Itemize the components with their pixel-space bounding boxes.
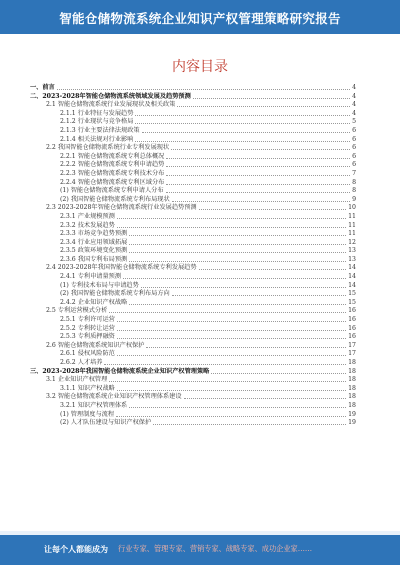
toc-dot-leader bbox=[184, 398, 346, 399]
toc-dot-leader bbox=[199, 269, 346, 270]
toc-entry-page-number: 6 bbox=[352, 126, 356, 134]
toc-entry-label: 2.1.2 行业现状与竞争格局 bbox=[60, 118, 134, 126]
toc-entry-page-number: 8 bbox=[352, 178, 356, 186]
toc-dot-leader bbox=[117, 321, 346, 322]
toc-heading: 内容目录 bbox=[172, 59, 228, 75]
toc-entry[interactable] bbox=[30, 161, 356, 170]
toc-dot-leader bbox=[135, 115, 350, 116]
toc-entry-page-number: 16 bbox=[348, 333, 356, 341]
toc-entry[interactable] bbox=[30, 144, 356, 153]
toc-entry-label: 2.3.6 我国专利布局预测 bbox=[60, 255, 128, 263]
toc-dot-leader bbox=[153, 424, 346, 425]
toc-entry-page-number: 19 bbox=[348, 410, 356, 418]
toc-entry-page-number: 6 bbox=[352, 161, 356, 169]
report-header-bar bbox=[0, 0, 400, 34]
toc-entry-page-number: 14 bbox=[348, 281, 356, 289]
toc-entry-page-number: 4 bbox=[352, 92, 356, 100]
toc-entry[interactable] bbox=[30, 402, 356, 411]
toc-entry[interactable] bbox=[30, 136, 356, 145]
toc-entry[interactable] bbox=[30, 127, 356, 136]
toc-entry[interactable] bbox=[30, 247, 356, 256]
toc-dot-leader bbox=[117, 330, 346, 331]
toc-entry-label: 二、2023-2028年智能仓储物流系统领域发展及趋势预测 bbox=[30, 92, 191, 100]
toc-entry[interactable] bbox=[30, 411, 356, 420]
toc-entry[interactable] bbox=[30, 239, 356, 248]
toc-dot-leader bbox=[166, 158, 350, 159]
toc-entry-page-number: 14 bbox=[348, 264, 356, 272]
toc-entry-page-number: 18 bbox=[348, 359, 356, 366]
toc-entry[interactable] bbox=[30, 273, 356, 282]
toc-dot-leader bbox=[142, 132, 350, 133]
toc-entry-label: 2.2.4 智能仓储物流系统专利区域分布 bbox=[60, 178, 165, 186]
toc-dot-leader bbox=[117, 355, 346, 356]
toc-dot-leader bbox=[117, 227, 346, 228]
toc-dot-leader bbox=[211, 373, 346, 374]
toc-entry-page-number: 10 bbox=[348, 204, 356, 212]
toc-entry-label: 2.2.3 智能仓储物流系统专利技术分布 bbox=[60, 169, 165, 177]
toc-dot-leader bbox=[166, 175, 350, 176]
toc-dot-leader bbox=[129, 252, 346, 253]
toc-dot-leader bbox=[129, 244, 346, 245]
toc-entry[interactable] bbox=[30, 179, 356, 188]
toc-dot-leader bbox=[172, 295, 346, 296]
toc-dot-leader bbox=[104, 364, 346, 365]
toc-entry-page-number: 18 bbox=[348, 384, 356, 392]
toc-entry[interactable] bbox=[30, 101, 356, 110]
toc-entry-page-number: 11 bbox=[348, 221, 356, 229]
toc-entry-label: 2.5 专利运营模式分析 bbox=[46, 307, 108, 315]
toc-entry-page-number: 6 bbox=[352, 152, 356, 160]
toc-entry-page-number: 18 bbox=[348, 393, 356, 401]
toc-entry-label: (1) 专利技术布局与申请趋势 bbox=[60, 281, 139, 289]
toc-dot-leader bbox=[166, 166, 350, 167]
toc-dot-leader bbox=[135, 123, 350, 124]
footer-bar bbox=[0, 535, 400, 565]
toc-entry-label: 2.1 智能仓储物流系统行业发展现状及相关政策 bbox=[46, 101, 176, 109]
toc-entry[interactable] bbox=[30, 213, 356, 222]
footer-slogan-right: 行业专家、管理专家、营销专家、战略专家、成功企业家…… bbox=[118, 544, 313, 553]
toc-entry-label: 2.3.1 产业规模预测 bbox=[60, 212, 115, 220]
toc-entry-label: (1) 智能仓储物流系统专利申请人分布 bbox=[60, 187, 164, 195]
toc-dot-leader bbox=[129, 407, 346, 408]
toc-entry-page-number: 13 bbox=[348, 255, 356, 263]
toc-entry-label: 3.1 企业知识产权管理 bbox=[46, 376, 108, 384]
toc-entry-label: (2) 人才队伍建设与知识产权保护 bbox=[60, 419, 152, 427]
toc-entry-page-number: 11 bbox=[348, 230, 356, 238]
toc-entry[interactable] bbox=[30, 333, 356, 342]
toc-entry-label: (2) 我国智能仓储物流系统专利布局现状 bbox=[60, 195, 170, 203]
toc-entry[interactable] bbox=[30, 393, 356, 402]
toc-entry[interactable] bbox=[30, 187, 356, 196]
toc-dot-leader bbox=[135, 141, 350, 142]
toc-entry-label: 2.1.1 行业特征与发展趋势 bbox=[60, 109, 134, 117]
toc-entry-label: 2.4 2023-2028年我国智能仓储物流系统专利发展趋势 bbox=[46, 264, 197, 272]
toc-entry[interactable] bbox=[30, 316, 356, 325]
toc-entry[interactable] bbox=[30, 230, 356, 239]
toc-entry-label: 2.3 2023-2028年智能仓储物流系统行业发展趋势预测 bbox=[46, 204, 197, 212]
toc-entry-label: 3.1.1 知识产权战略 bbox=[60, 384, 115, 392]
toc-entry[interactable] bbox=[30, 170, 356, 179]
toc-entry-page-number: 18 bbox=[348, 376, 356, 384]
toc-dot-leader bbox=[117, 218, 346, 219]
toc-entry[interactable] bbox=[30, 325, 356, 334]
toc-dot-leader bbox=[117, 390, 346, 391]
toc-entry-page-number: 4 bbox=[352, 101, 356, 109]
toc-entry[interactable] bbox=[30, 222, 356, 231]
toc-entry-label: 3.2.1 知识产权管理体系 bbox=[60, 401, 128, 409]
toc-entry-page-number: 16 bbox=[348, 307, 356, 315]
toc-entry[interactable] bbox=[30, 264, 356, 273]
toc-entry-page-number: 11 bbox=[348, 212, 356, 220]
toc-entry[interactable] bbox=[30, 359, 356, 368]
toc-entry-label: 2.4.1 专利申请量预测 bbox=[60, 273, 122, 281]
toc-entry-page-number: 4 bbox=[352, 84, 356, 91]
toc-entry-label: 2.4.2 企业知识产权战略 bbox=[60, 298, 128, 306]
toc-entry-page-number: 9 bbox=[352, 195, 356, 203]
toc-entry-page-number: 19 bbox=[348, 419, 356, 427]
toc-dot-leader bbox=[109, 312, 346, 313]
toc-entry[interactable] bbox=[30, 93, 356, 102]
toc-entry[interactable] bbox=[30, 290, 356, 299]
toc-dot-leader bbox=[172, 201, 350, 202]
toc-entry-label: 2.3.5 政策环境变化预测 bbox=[60, 247, 128, 255]
toc-dot-leader bbox=[129, 261, 346, 262]
toc-entry-label: 2.2 我国智能仓储物流系统行业专利发展现状 bbox=[46, 144, 170, 152]
footer-slogan-left: 让每个人都能成为 bbox=[44, 545, 108, 554]
toc-entry-page-number: 13 bbox=[348, 247, 356, 255]
toc-dot-leader bbox=[177, 106, 350, 107]
toc-entry[interactable] bbox=[30, 376, 356, 385]
toc-entry-label: 2.3.3 市场竞争趋势预测 bbox=[60, 230, 128, 238]
toc-entry[interactable] bbox=[30, 307, 356, 316]
toc-entry-page-number: 4 bbox=[352, 109, 356, 117]
toc-entry[interactable] bbox=[30, 84, 356, 93]
toc-dot-leader bbox=[57, 89, 350, 90]
toc-dot-leader bbox=[171, 149, 350, 150]
toc-dot-leader bbox=[116, 416, 346, 417]
toc-entry-page-number: 5 bbox=[352, 118, 356, 126]
toc-entry-page-number: 6 bbox=[352, 135, 356, 143]
toc-entry[interactable] bbox=[30, 204, 356, 213]
toc-entry-label: 2.1.4 相关法规对行业影响 bbox=[60, 135, 134, 143]
report-title: 智能仓储物流系统企业知识产权管理策略研究报告 bbox=[59, 11, 341, 26]
toc-entry-page-number: 16 bbox=[348, 324, 356, 332]
toc-entry-label: 2.6 智能仓储物流系统知识产权保护 bbox=[46, 341, 145, 349]
toc-entry-page-number: 12 bbox=[348, 238, 356, 246]
toc-entry-label: 2.5.3 专利质押融资 bbox=[60, 333, 115, 341]
toc-dot-leader bbox=[141, 287, 346, 288]
toc-entry-label: 2.2.2 智能仓储物流系统专利申请趋势 bbox=[60, 161, 165, 169]
toc-entry-page-number: 16 bbox=[348, 316, 356, 324]
toc-dot-leader bbox=[129, 235, 346, 236]
toc-entry-page-number: 18 bbox=[348, 401, 356, 409]
toc-dot-leader bbox=[193, 98, 350, 99]
toc-dot-leader bbox=[123, 278, 346, 279]
toc-dot-leader bbox=[166, 192, 350, 193]
toc-dot-leader bbox=[129, 304, 346, 305]
toc-dot-leader bbox=[109, 381, 346, 382]
toc-entry-label: 2.6.1 侵权风险防范 bbox=[60, 350, 115, 358]
toc-entry[interactable] bbox=[30, 419, 356, 428]
toc-entry[interactable] bbox=[30, 118, 356, 127]
table-of-contents bbox=[30, 84, 356, 428]
toc-entry-label: 2.6.2 人才培养 bbox=[60, 359, 103, 366]
toc-entry-page-number: 15 bbox=[348, 290, 356, 298]
toc-entry-label: 一、前言 bbox=[30, 84, 55, 91]
toc-entry-label: 3.2 智能仓储物流系统企业知识产权管理体系建设 bbox=[46, 393, 182, 401]
toc-entry-label: 2.2.1 智能仓储物流系统专利总体概况 bbox=[60, 152, 165, 160]
toc-entry-page-number: 18 bbox=[348, 367, 356, 375]
toc-entry-page-number: 15 bbox=[348, 298, 356, 306]
toc-entry-page-number: 7 bbox=[352, 169, 356, 177]
toc-entry-label: 2.5.2 专利转让运营 bbox=[60, 324, 115, 332]
toc-entry[interactable] bbox=[30, 350, 356, 359]
toc-entry[interactable] bbox=[30, 282, 356, 291]
toc-entry-label: 三、2023-2028年我国智能仓储物流系统企业知识产权管理策略 bbox=[30, 367, 210, 375]
toc-dot-leader bbox=[166, 184, 350, 185]
toc-entry-page-number: 6 bbox=[352, 144, 356, 152]
toc-entry-label: 2.1.3 行业主要法律法规政策 bbox=[60, 126, 140, 134]
toc-dot-leader bbox=[199, 209, 346, 210]
toc-entry-page-number: 17 bbox=[348, 350, 356, 358]
toc-dot-leader bbox=[146, 347, 346, 348]
toc-entry[interactable] bbox=[30, 368, 356, 377]
toc-entry-label: 2.5.1 专利许可运营 bbox=[60, 316, 115, 324]
toc-entry-page-number: 14 bbox=[348, 273, 356, 281]
toc-entry-label: (2) 我国智能仓储物流系统专利布局方向 bbox=[60, 290, 170, 298]
toc-entry-page-number: 17 bbox=[348, 341, 356, 349]
toc-entry-page-number: 8 bbox=[352, 187, 356, 195]
toc-entry-label: 2.3.2 技术发展趋势 bbox=[60, 221, 115, 229]
toc-entry-label: (1) 管理制度与流程 bbox=[60, 410, 115, 418]
toc-entry-label: 2.3.4 行业应用领域拓展 bbox=[60, 238, 128, 246]
toc-dot-leader bbox=[117, 338, 346, 339]
